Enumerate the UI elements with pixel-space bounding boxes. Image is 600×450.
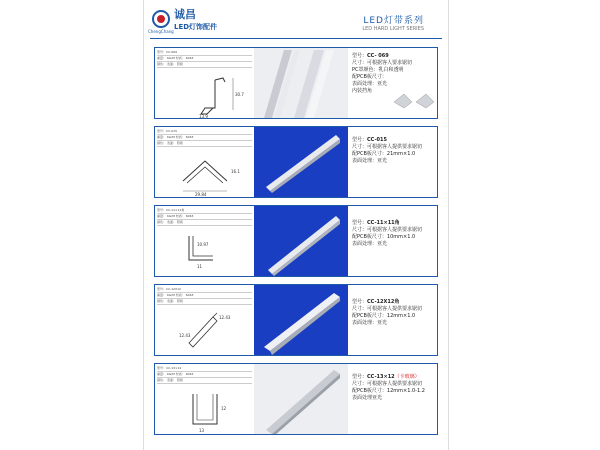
spec-weight: 重量： KG/M 材质： 6063 (157, 56, 252, 62)
spec-table (157, 208, 252, 226)
dim-width: 13.9 (199, 114, 208, 118)
model-line (352, 220, 438, 227)
logo-subtext: ChengChang (148, 29, 174, 34)
spec-weight: 重量： KG/M 材质： 6063 (157, 372, 252, 378)
model-note: （卡玻璃） (394, 374, 420, 380)
profile-drawing-icon (177, 307, 247, 355)
desc-size: 尺寸：可根据客人提供要求锯切 (352, 306, 423, 312)
spec-model: 型号：CC-13×12 (157, 366, 252, 372)
technical-drawing (155, 127, 255, 197)
dim-height: 30.7 (235, 92, 244, 97)
desc-surface: 表面处理：亚光 (352, 81, 388, 87)
model-value: CC-11×11角 (367, 220, 400, 226)
profile-drawing-icon (179, 230, 249, 274)
technical-drawing (155, 364, 255, 434)
end-cap-icon (392, 92, 436, 110)
series-title: LED灯带系列 (363, 16, 424, 26)
product-row-1 (154, 47, 438, 119)
dim-width: 13 (199, 428, 205, 433)
brand-name: 诚昌 (174, 8, 196, 21)
technical-drawing (155, 285, 255, 355)
dim-height: 16.1 (231, 169, 240, 174)
desc-surface: 表面处理：亚光 (352, 320, 388, 326)
model-value: CC-015 (367, 137, 387, 143)
desc-pcb-size: 配PCB板尺寸：10mm×1.0 (352, 234, 416, 240)
desc-pcb-size: 配PCB板尺寸：12mm×1.0-1.2 (352, 388, 425, 394)
spec-weight: 重量： KG/M 材质： 6063 (157, 293, 252, 299)
desc-surface: 表面处理亚光 (352, 395, 383, 401)
model-value: CC-13×12 (367, 374, 395, 380)
spec-weight: 重量： KG/M 材质： 6063 (157, 214, 252, 220)
technical-drawing (155, 48, 255, 118)
desc-cover-color: PC罩颜色：乳白和透明 (352, 67, 404, 73)
spec-model: 型号：CC-069 (157, 50, 252, 56)
product-photo (254, 206, 348, 276)
desc-size: 尺寸：可根据客人提供要求锯切 (352, 381, 423, 387)
header-divider (150, 38, 442, 39)
profile-photo-icon (254, 206, 348, 276)
desc-surface: 表面处理：亚光 (352, 158, 388, 164)
model-line (352, 374, 438, 381)
desc-pcb-size: 配PCB板尺寸：12mm×1.0 (352, 313, 416, 319)
spec-color: 颜色： 表面： 阳极 (157, 299, 252, 305)
catalog-page (143, 0, 449, 450)
desc-endcap: 内装挡角 (352, 88, 373, 94)
model-line (352, 299, 438, 306)
spec-table (157, 366, 252, 384)
spec-table (157, 129, 252, 147)
profile-photo-icon (254, 48, 348, 118)
desc-size: 尺寸：可根据客人要求锯切 (352, 60, 413, 66)
model-line (352, 137, 438, 144)
spec-color: 颜色： 表面： 阳极 (157, 220, 252, 226)
model-label: 型号： (352, 220, 368, 226)
spec-color: 颜色： 表面： 阳极 (157, 62, 252, 68)
product-photo (254, 127, 348, 197)
spec-model: 型号：CC-11×11角 (157, 208, 252, 214)
product-row-2 (154, 126, 438, 198)
dim-width: 11 (197, 264, 203, 269)
profile-photo-icon (254, 285, 348, 355)
product-description (352, 48, 438, 118)
model-line (352, 53, 438, 60)
brand-subtitle: LED灯饰配件 (174, 23, 218, 31)
desc-size: 尺寸：可根据客人提供要求锯切 (352, 144, 423, 150)
technical-drawing (155, 206, 255, 276)
product-photo (254, 364, 348, 434)
spec-weight: 重量： KG/M 材质： 6063 (157, 135, 252, 141)
profile-photo-icon (254, 127, 348, 197)
model-label: 型号： (352, 299, 368, 305)
model-label: 型号： (352, 137, 368, 143)
desc-size: 尺寸：可根据客人提供要求锯切 (352, 227, 423, 233)
profile-drawing-icon (175, 151, 251, 197)
dim-height: 10.97 (197, 242, 209, 247)
product-description (352, 364, 438, 434)
product-row-3 (154, 205, 438, 277)
spec-model: 型号：CC-12X12 (157, 287, 252, 293)
page-header (144, 0, 448, 40)
dim-width: 29.84 (195, 192, 207, 197)
profile-drawing-icon (181, 386, 251, 434)
product-description (352, 206, 438, 276)
product-photo (254, 48, 348, 118)
model-value: CC-12X12角 (367, 299, 400, 305)
product-photo (254, 285, 348, 355)
brand-logo-icon (152, 10, 170, 28)
product-row-5 (154, 363, 438, 435)
spec-color: 颜色： 表面： 阳极 (157, 141, 252, 147)
dim-height: 12 (221, 406, 227, 411)
spec-color: 颜色： 表面： 阳极 (157, 378, 252, 384)
desc-pcb-size: 配PCB板尺寸： (352, 74, 387, 80)
profile-drawing-icon (193, 74, 253, 118)
desc-surface: 表面处理：亚光 (352, 241, 388, 247)
product-row-4 (154, 284, 438, 356)
spec-table (157, 287, 252, 305)
desc-pcb-size: 配PCB板尺寸：21mm×1.0 (352, 151, 416, 157)
spec-model: 型号：CC-015 (157, 129, 252, 135)
product-description (352, 285, 438, 355)
model-value: CC- 069 (367, 53, 389, 59)
model-label: 型号： (352, 53, 368, 59)
dim-side: 12.43 (179, 333, 191, 338)
model-label: 型号： (352, 374, 368, 380)
profile-photo-icon (254, 364, 348, 434)
dim-top: 12.43 (219, 315, 231, 320)
product-description (352, 127, 438, 197)
series-title-en: LED HARD LIGHT SERIES (362, 26, 424, 32)
spec-table (157, 50, 252, 68)
